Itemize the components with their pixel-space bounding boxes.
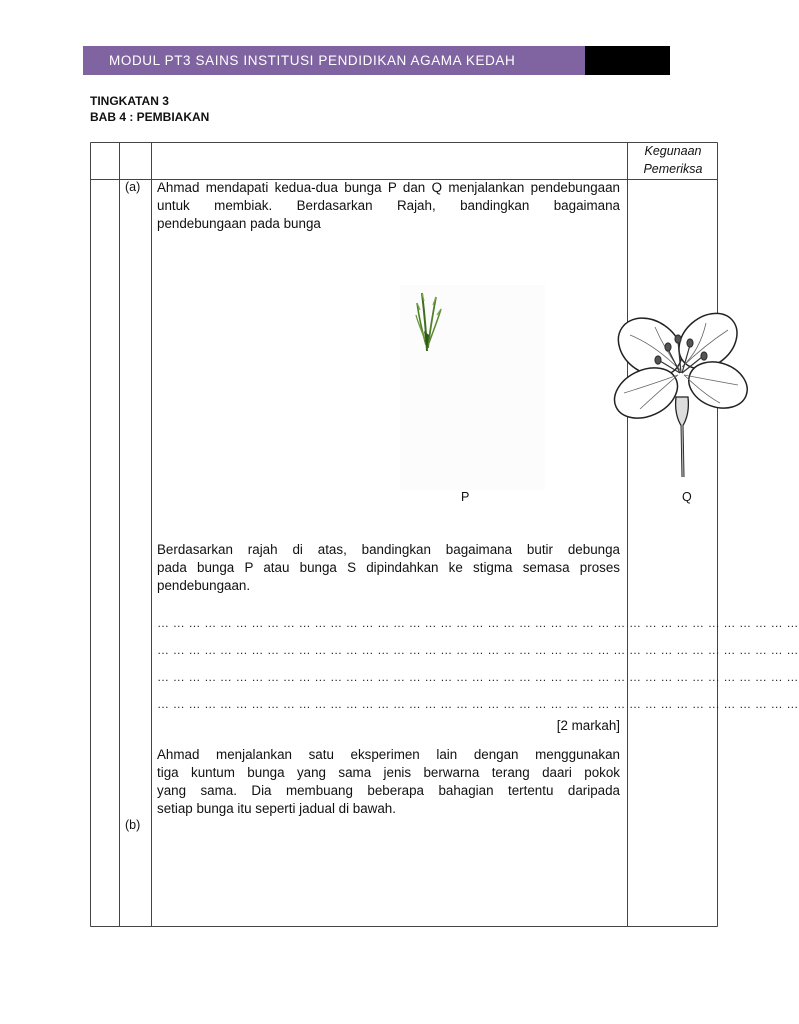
- question-a-prompt: [157, 541, 620, 595]
- question-a-prompt-line1: Berdasarkan rajah di atas, bandingkan bagaimana butir debunga: [157, 542, 620, 557]
- question-b-line4: setiap bunga itu seperti jadual di bawah.: [157, 801, 396, 816]
- chapter-heading: BAB 4 : PEMBIAKAN: [90, 110, 210, 124]
- question-b-line1: Ahmad menjalankan satu eksperimen lain dengan menggunakan: [157, 747, 620, 762]
- examiner-column-heading: [628, 142, 718, 178]
- banner-title: MODUL PT3 SAINS INSTITUSI PENDIDIKAN AGAMA KEDAH: [83, 46, 585, 75]
- figure-p-panel: [400, 285, 545, 490]
- question-a-intro-line1: Ahmad mendapati kedua-dua bunga P dan Q menjalankan pendebungaan: [157, 180, 620, 195]
- question-b-line3: yang sama. Dia membuang beberapa bahagian tertentu daripada: [157, 783, 620, 798]
- question-a-intro-line2: untuk membiak. Berdasarkan Rajah, bandingkan bagaimana: [157, 198, 620, 213]
- figure-p-caption: P: [461, 490, 470, 504]
- figure-q-caption: Q: [682, 490, 692, 504]
- question-a-intro-line3: pendebungaan pada bunga: [157, 216, 321, 231]
- question-b-line2: tiga kuntum bunga yang sama jenis berwarna terang daari pokok: [157, 765, 620, 780]
- examiner-heading-line1: Kegunaan: [644, 144, 702, 158]
- four-petal-flower-illustration: [610, 305, 750, 480]
- question-b-label: (b): [125, 818, 141, 832]
- answer-line-2[interactable]: … … … … … … … … … … … … … … … … … … … … … … … … … … … … … … … … … … … … … … … … …: [157, 643, 799, 657]
- question-a-prompt-line3: pendebungaan.: [157, 578, 251, 593]
- level-heading: TINGKATAN 3: [90, 94, 169, 108]
- answer-line-3[interactable]: … … … … … … … … … … … … … … … … … … … … … … … … … … … … … … … … … … … … … … … … …: [157, 670, 799, 684]
- question-b-text: [157, 746, 620, 818]
- answer-line-1[interactable]: … … … … … … … … … … … … … … … … … … … … … … … … … … … … … … … … … … … … … … … … …: [157, 616, 799, 630]
- module-banner: [83, 46, 670, 75]
- question-a-intro: [157, 179, 620, 233]
- marks-label: [2 markah]: [556, 718, 620, 733]
- question-a-prompt-line2: pada bunga P atau bunga S dipindahkan ke stigma semasa proses: [157, 560, 620, 575]
- answer-line-4[interactable]: … … … … … … … … … … … … … … … … … … … … … … … … … … … … … … … … … … … … … … … … …: [157, 697, 799, 711]
- grass-flower-illustration: [400, 285, 545, 490]
- question-a-label: (a): [125, 180, 141, 194]
- examiner-heading-line2: Pemeriksa: [643, 162, 703, 176]
